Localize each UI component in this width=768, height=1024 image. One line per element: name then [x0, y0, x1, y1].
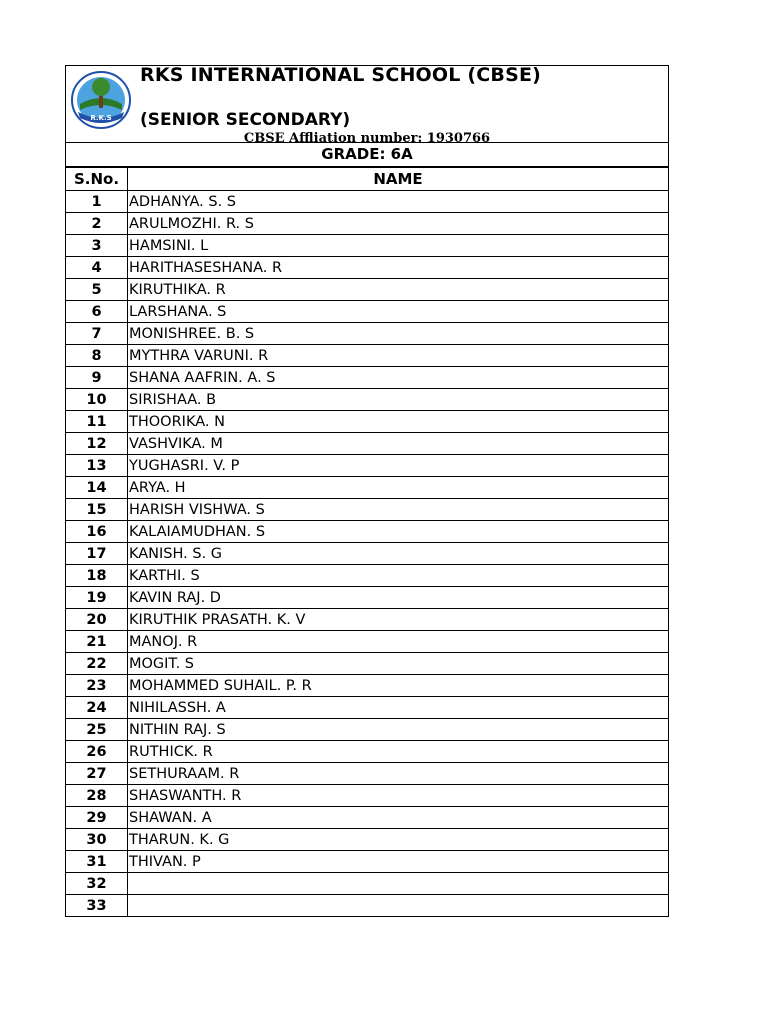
table-row	[66, 301, 669, 323]
table-row	[66, 433, 669, 455]
serial-number-cell: 22	[66, 653, 128, 675]
school-name: RKS INTERNATIONAL SCHOOL (CBSE)	[140, 64, 542, 86]
serial-number-cell: 8	[66, 345, 128, 367]
table-row	[66, 631, 669, 653]
table-row	[66, 499, 669, 521]
serial-number-cell: 13	[66, 455, 128, 477]
serial-number-cell: 17	[66, 543, 128, 565]
student-name-cell: VASHVIKA. M	[128, 433, 669, 455]
affiliation-number: CBSE Affliation number: 1930766	[243, 131, 491, 146]
student-name-cell	[128, 895, 669, 917]
table-row	[66, 763, 669, 785]
serial-number-cell: 9	[66, 367, 128, 389]
student-name-cell: MOHAMMED SUHAIL. P. R	[128, 675, 669, 697]
student-name-cell: YUGHASRI. V. P	[128, 455, 669, 477]
student-name-cell: MOGIT. S	[128, 653, 669, 675]
table-row	[66, 653, 669, 675]
student-name-cell: HARISH VISHWA. S	[128, 499, 669, 521]
student-name-cell: KARTHI. S	[128, 565, 669, 587]
student-name-cell: THIVAN. P	[128, 851, 669, 873]
table-row	[66, 851, 669, 873]
serial-number-cell: 20	[66, 609, 128, 631]
table-row	[66, 367, 669, 389]
serial-number-cell: 1	[66, 191, 128, 213]
table-row	[66, 543, 669, 565]
serial-number-cell: 30	[66, 829, 128, 851]
student-name-cell: SIRISHAA. B	[128, 389, 669, 411]
student-name-cell: KIRUTHIKA. R	[128, 279, 669, 301]
student-name-cell: SHASWANTH. R	[128, 785, 669, 807]
serial-number-cell: 3	[66, 235, 128, 257]
student-name-cell: KANISH. S. G	[128, 543, 669, 565]
table-row	[66, 191, 669, 213]
serial-number-cell: 23	[66, 675, 128, 697]
serial-number-cell: 18	[66, 565, 128, 587]
student-name-cell	[128, 873, 669, 895]
serial-number-cell: 27	[66, 763, 128, 785]
student-name-cell: HAMSINI. L	[128, 235, 669, 257]
table-row	[66, 521, 669, 543]
student-name-cell: RUTHICK. R	[128, 741, 669, 763]
serial-number-cell: 5	[66, 279, 128, 301]
serial-number-cell: 6	[66, 301, 128, 323]
student-name-cell: SETHURAAM. R	[128, 763, 669, 785]
serial-number-cell: 26	[66, 741, 128, 763]
table-row	[66, 345, 669, 367]
student-name-cell: HARITHASESHANA. R	[128, 257, 669, 279]
table-row	[66, 829, 669, 851]
serial-number-cell: 10	[66, 389, 128, 411]
serial-number-cell: 2	[66, 213, 128, 235]
student-name-cell: KALAIAMUDHAN. S	[128, 521, 669, 543]
student-name-cell: MONISHREE. B. S	[128, 323, 669, 345]
table-row	[66, 279, 669, 301]
table-row	[66, 213, 669, 235]
student-name-cell: KAVIN RAJ. D	[128, 587, 669, 609]
serial-number-cell: 4	[66, 257, 128, 279]
student-name-cell: NIHILASSH. A	[128, 697, 669, 719]
student-name-cell: LARSHANA. S	[128, 301, 669, 323]
student-name-cell: ARYA. H	[128, 477, 669, 499]
table-header-row	[66, 168, 669, 191]
serial-number-cell: 31	[66, 851, 128, 873]
student-name-cell: ADHANYA. S. S	[128, 191, 669, 213]
school-level: (SENIOR SECONDARY)	[140, 110, 351, 130]
serial-number-cell: 12	[66, 433, 128, 455]
student-table	[65, 167, 669, 917]
table-row	[66, 675, 669, 697]
serial-number-cell: 25	[66, 719, 128, 741]
column-header-sno: S.No.	[66, 168, 128, 191]
student-name-cell: ARULMOZHI. R. S	[128, 213, 669, 235]
student-name-cell: MANOJ. R	[128, 631, 669, 653]
attendance-sheet	[65, 65, 669, 917]
table-row	[66, 895, 669, 917]
student-name-cell: SHANA AAFRIN. A. S	[128, 367, 669, 389]
serial-number-cell: 19	[66, 587, 128, 609]
logo-text: R.K.S	[90, 114, 112, 122]
column-header-name: NAME	[128, 168, 669, 191]
table-row	[66, 609, 669, 631]
student-name-cell: THOORIKA. N	[128, 411, 669, 433]
student-name-cell: MYTHRA VARUNI. R	[128, 345, 669, 367]
table-row	[66, 257, 669, 279]
student-name-cell: SHAWAN. A	[128, 807, 669, 829]
table-row	[66, 697, 669, 719]
table-row	[66, 785, 669, 807]
table-row	[66, 389, 669, 411]
serial-number-cell: 14	[66, 477, 128, 499]
serial-number-cell: 28	[66, 785, 128, 807]
table-row	[66, 741, 669, 763]
table-row	[66, 411, 669, 433]
school-logo-icon	[70, 70, 132, 130]
table-row	[66, 719, 669, 741]
serial-number-cell: 21	[66, 631, 128, 653]
table-row	[66, 323, 669, 345]
table-row	[66, 235, 669, 257]
serial-number-cell: 15	[66, 499, 128, 521]
table-row	[66, 807, 669, 829]
table-row	[66, 455, 669, 477]
grade-label: GRADE: 6A	[65, 143, 669, 167]
student-name-cell: THARUN. K. G	[128, 829, 669, 851]
serial-number-cell: 24	[66, 697, 128, 719]
serial-number-cell: 33	[66, 895, 128, 917]
sheet-header	[65, 64, 669, 146]
serial-number-cell: 11	[66, 411, 128, 433]
serial-number-cell: 29	[66, 807, 128, 829]
student-name-cell: KIRUTHIK PRASATH. K. V	[128, 609, 669, 631]
table-row	[66, 587, 669, 609]
table-row	[66, 873, 669, 895]
serial-number-cell: 32	[66, 873, 128, 895]
serial-number-cell: 7	[66, 323, 128, 345]
table-row	[66, 477, 669, 499]
table-row	[66, 565, 669, 587]
serial-number-cell: 16	[66, 521, 128, 543]
student-name-cell: NITHIN RAJ. S	[128, 719, 669, 741]
